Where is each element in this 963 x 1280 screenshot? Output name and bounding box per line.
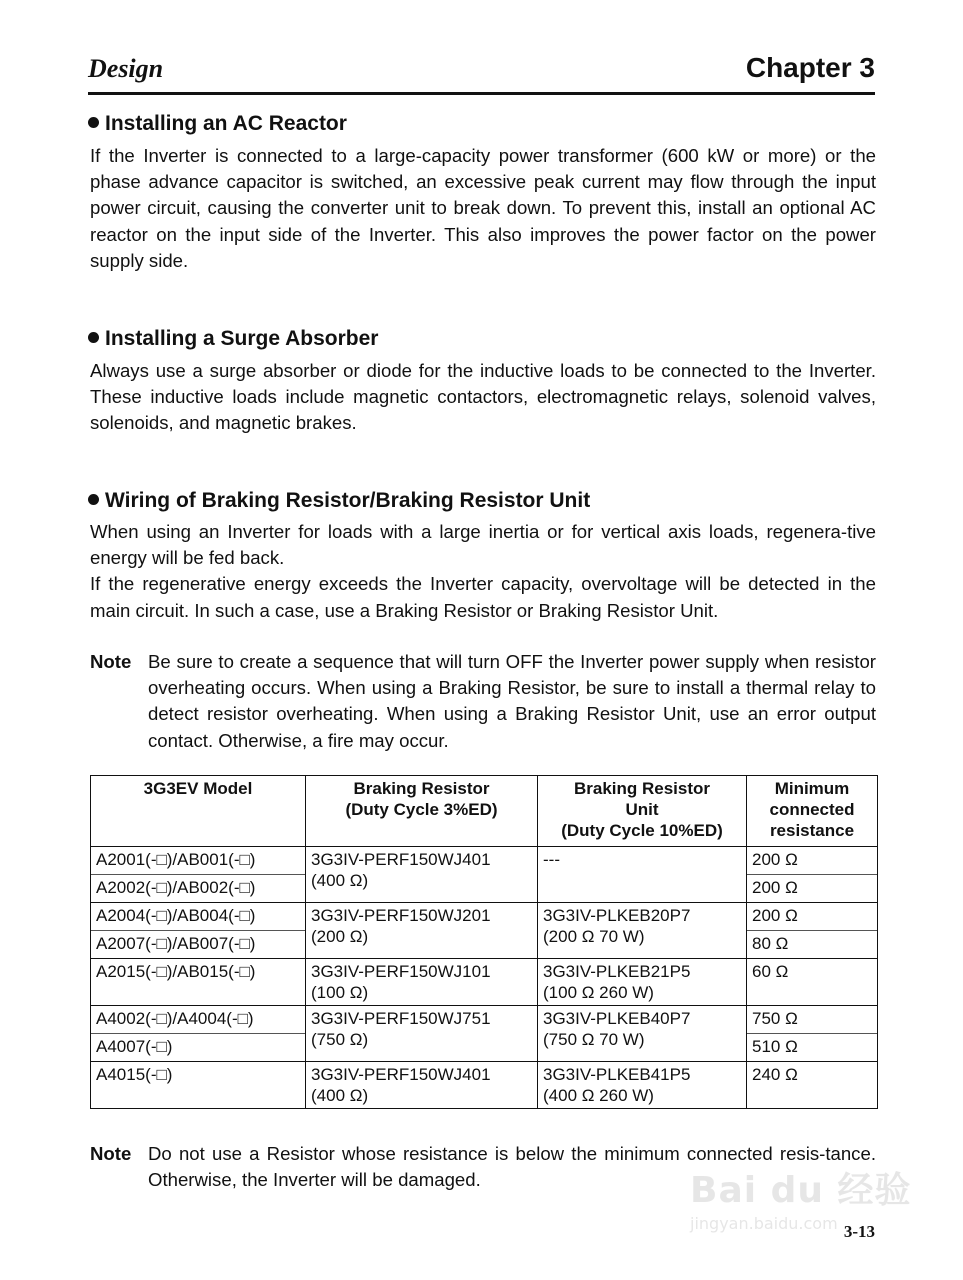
paragraph: If the Inverter is connected to a large-capacity power transformer (600 kW or more) or the phase advance capacitor is switched, an excessive peak current may flow through the input power circuit, causing the converter unit to break down. To prevent this, install an optional AC reactor on the input side of the Inverter. This also improves the power factor on the power supply side. xyxy=(90,145,876,271)
min-resistance-cell: 510 Ω xyxy=(747,1034,878,1062)
model-cell: A4015(-□) xyxy=(91,1062,306,1109)
table-row xyxy=(91,1006,878,1034)
model-cell: A2001(-□)/AB001(-□) xyxy=(91,847,306,875)
min-resistance-cell: 60 Ω xyxy=(747,959,878,1006)
table-row xyxy=(91,959,878,1006)
table-header-row xyxy=(91,776,878,847)
unit-cell: 3G3IV-PLKEB41P5 (400 Ω 260 W) xyxy=(538,1062,747,1109)
table-row xyxy=(91,903,878,931)
note-label: Note xyxy=(90,1143,132,1164)
note-fire-warning xyxy=(90,649,876,754)
unit-cell: 3G3IV-PLKEB21P5 (100 Ω 260 W) xyxy=(538,959,747,1006)
unit-cell: 3G3IV-PLKEB40P7 (750 Ω 70 W) xyxy=(538,1006,747,1062)
min-resistance-cell: 80 Ω xyxy=(747,931,878,959)
page-number: 3-13 xyxy=(843,1222,875,1241)
col-header-model: 3G3EV Model xyxy=(91,776,306,847)
section-body-braking-resistor xyxy=(90,519,876,624)
resistor-cell: 3G3IV-PERF150WJ751 (750 Ω) xyxy=(306,1006,538,1062)
resistor-cell: 3G3IV-PERF150WJ401 (400 Ω) xyxy=(306,847,538,903)
col-header-unit: Braking Resistor Unit (Duty Cycle 10%ED) xyxy=(538,776,747,847)
page-header xyxy=(88,52,875,95)
min-resistance-cell: 200 Ω xyxy=(747,847,878,875)
model-cell: A4002(-□)/A4004(-□) xyxy=(91,1006,306,1034)
section-title-surge-absorber: Installing a Surge Absorber xyxy=(88,327,378,351)
min-resistance-cell: 750 Ω xyxy=(747,1006,878,1034)
header-chapter: Chapter 3 xyxy=(745,52,875,83)
header-section-name: Design xyxy=(88,54,164,83)
model-cell: A2004(-□)/AB004(-□) xyxy=(91,903,306,931)
watermark-logo: Bai du 经验 xyxy=(690,1170,912,1211)
min-resistance-cell: 200 Ω xyxy=(747,875,878,903)
model-cell: A2002(-□)/AB002(-□) xyxy=(91,875,306,903)
section-body-ac-reactor xyxy=(90,143,876,274)
watermark xyxy=(690,1142,920,1242)
paragraph: When using an Inverter for loads with a large inertia or for vertical axis loads, regenera-tive energy will be fed back. xyxy=(90,521,876,569)
note-text: Be sure to create a sequence that will turn OFF the Inverter power supply when resistor overheating occurs. When using a Braking Resistor, be sure to install a thermal relay to detect resistor overheating. When using a Braking Resistor Unit, use an error output contact. Otherwise, a fire may occur. xyxy=(148,651,876,751)
watermark-site: jingyan.baidu.com xyxy=(690,1214,838,1233)
resistor-cell: 3G3IV-PERF150WJ101 (100 Ω) xyxy=(306,959,538,1006)
col-header-resistor: Braking Resistor (Duty Cycle 3%ED) xyxy=(306,776,538,847)
paragraph: Always use a surge absorber or diode for the inductive loads to be connected to the Inverter. These inductive loads include magnetic contactors, electromagnetic relays, solenoid valves, solenoids, and magnetic brakes. xyxy=(90,360,876,434)
section-title-braking-resistor: Wiring of Braking Resistor/Braking Resistor Unit xyxy=(88,489,590,513)
bullet-icon xyxy=(88,332,99,343)
paragraph: If the regenerative energy exceeds the Inverter capacity, overvoltage will be detected in the main circuit. In such a case, use a Braking Resistor or Braking Resistor Unit. xyxy=(90,573,876,621)
unit-cell: --- xyxy=(538,847,747,903)
note-label: Note xyxy=(90,651,132,672)
min-resistance-cell: 200 Ω xyxy=(747,903,878,931)
bullet-icon xyxy=(88,494,99,505)
table-row xyxy=(91,847,878,875)
min-resistance-cell: 240 Ω xyxy=(747,1062,878,1109)
model-cell: A4007(-□) xyxy=(91,1034,306,1062)
bullet-icon xyxy=(88,117,99,128)
model-cell: A2015(-□)/AB015(-□) xyxy=(91,959,306,1006)
section-body-surge-absorber xyxy=(90,358,876,437)
model-cell: A2007(-□)/AB007(-□) xyxy=(91,931,306,959)
col-header-min-resistance: Minimum connected resistance xyxy=(747,776,878,847)
note-text: Do not use a Resistor whose resistance is below the minimum connected resis-tance. Otherwise, the Inverter will be damaged. xyxy=(148,1143,876,1191)
resistor-cell: 3G3IV-PERF150WJ201 (200 Ω) xyxy=(306,903,538,959)
resistor-cell: 3G3IV-PERF150WJ401 (400 Ω) xyxy=(306,1062,538,1109)
unit-cell: 3G3IV-PLKEB20P7 (200 Ω 70 W) xyxy=(538,903,747,959)
section-title-ac-reactor: Installing an AC Reactor xyxy=(88,112,347,136)
braking-resistor-table xyxy=(90,775,878,1109)
table-row xyxy=(91,1062,878,1109)
